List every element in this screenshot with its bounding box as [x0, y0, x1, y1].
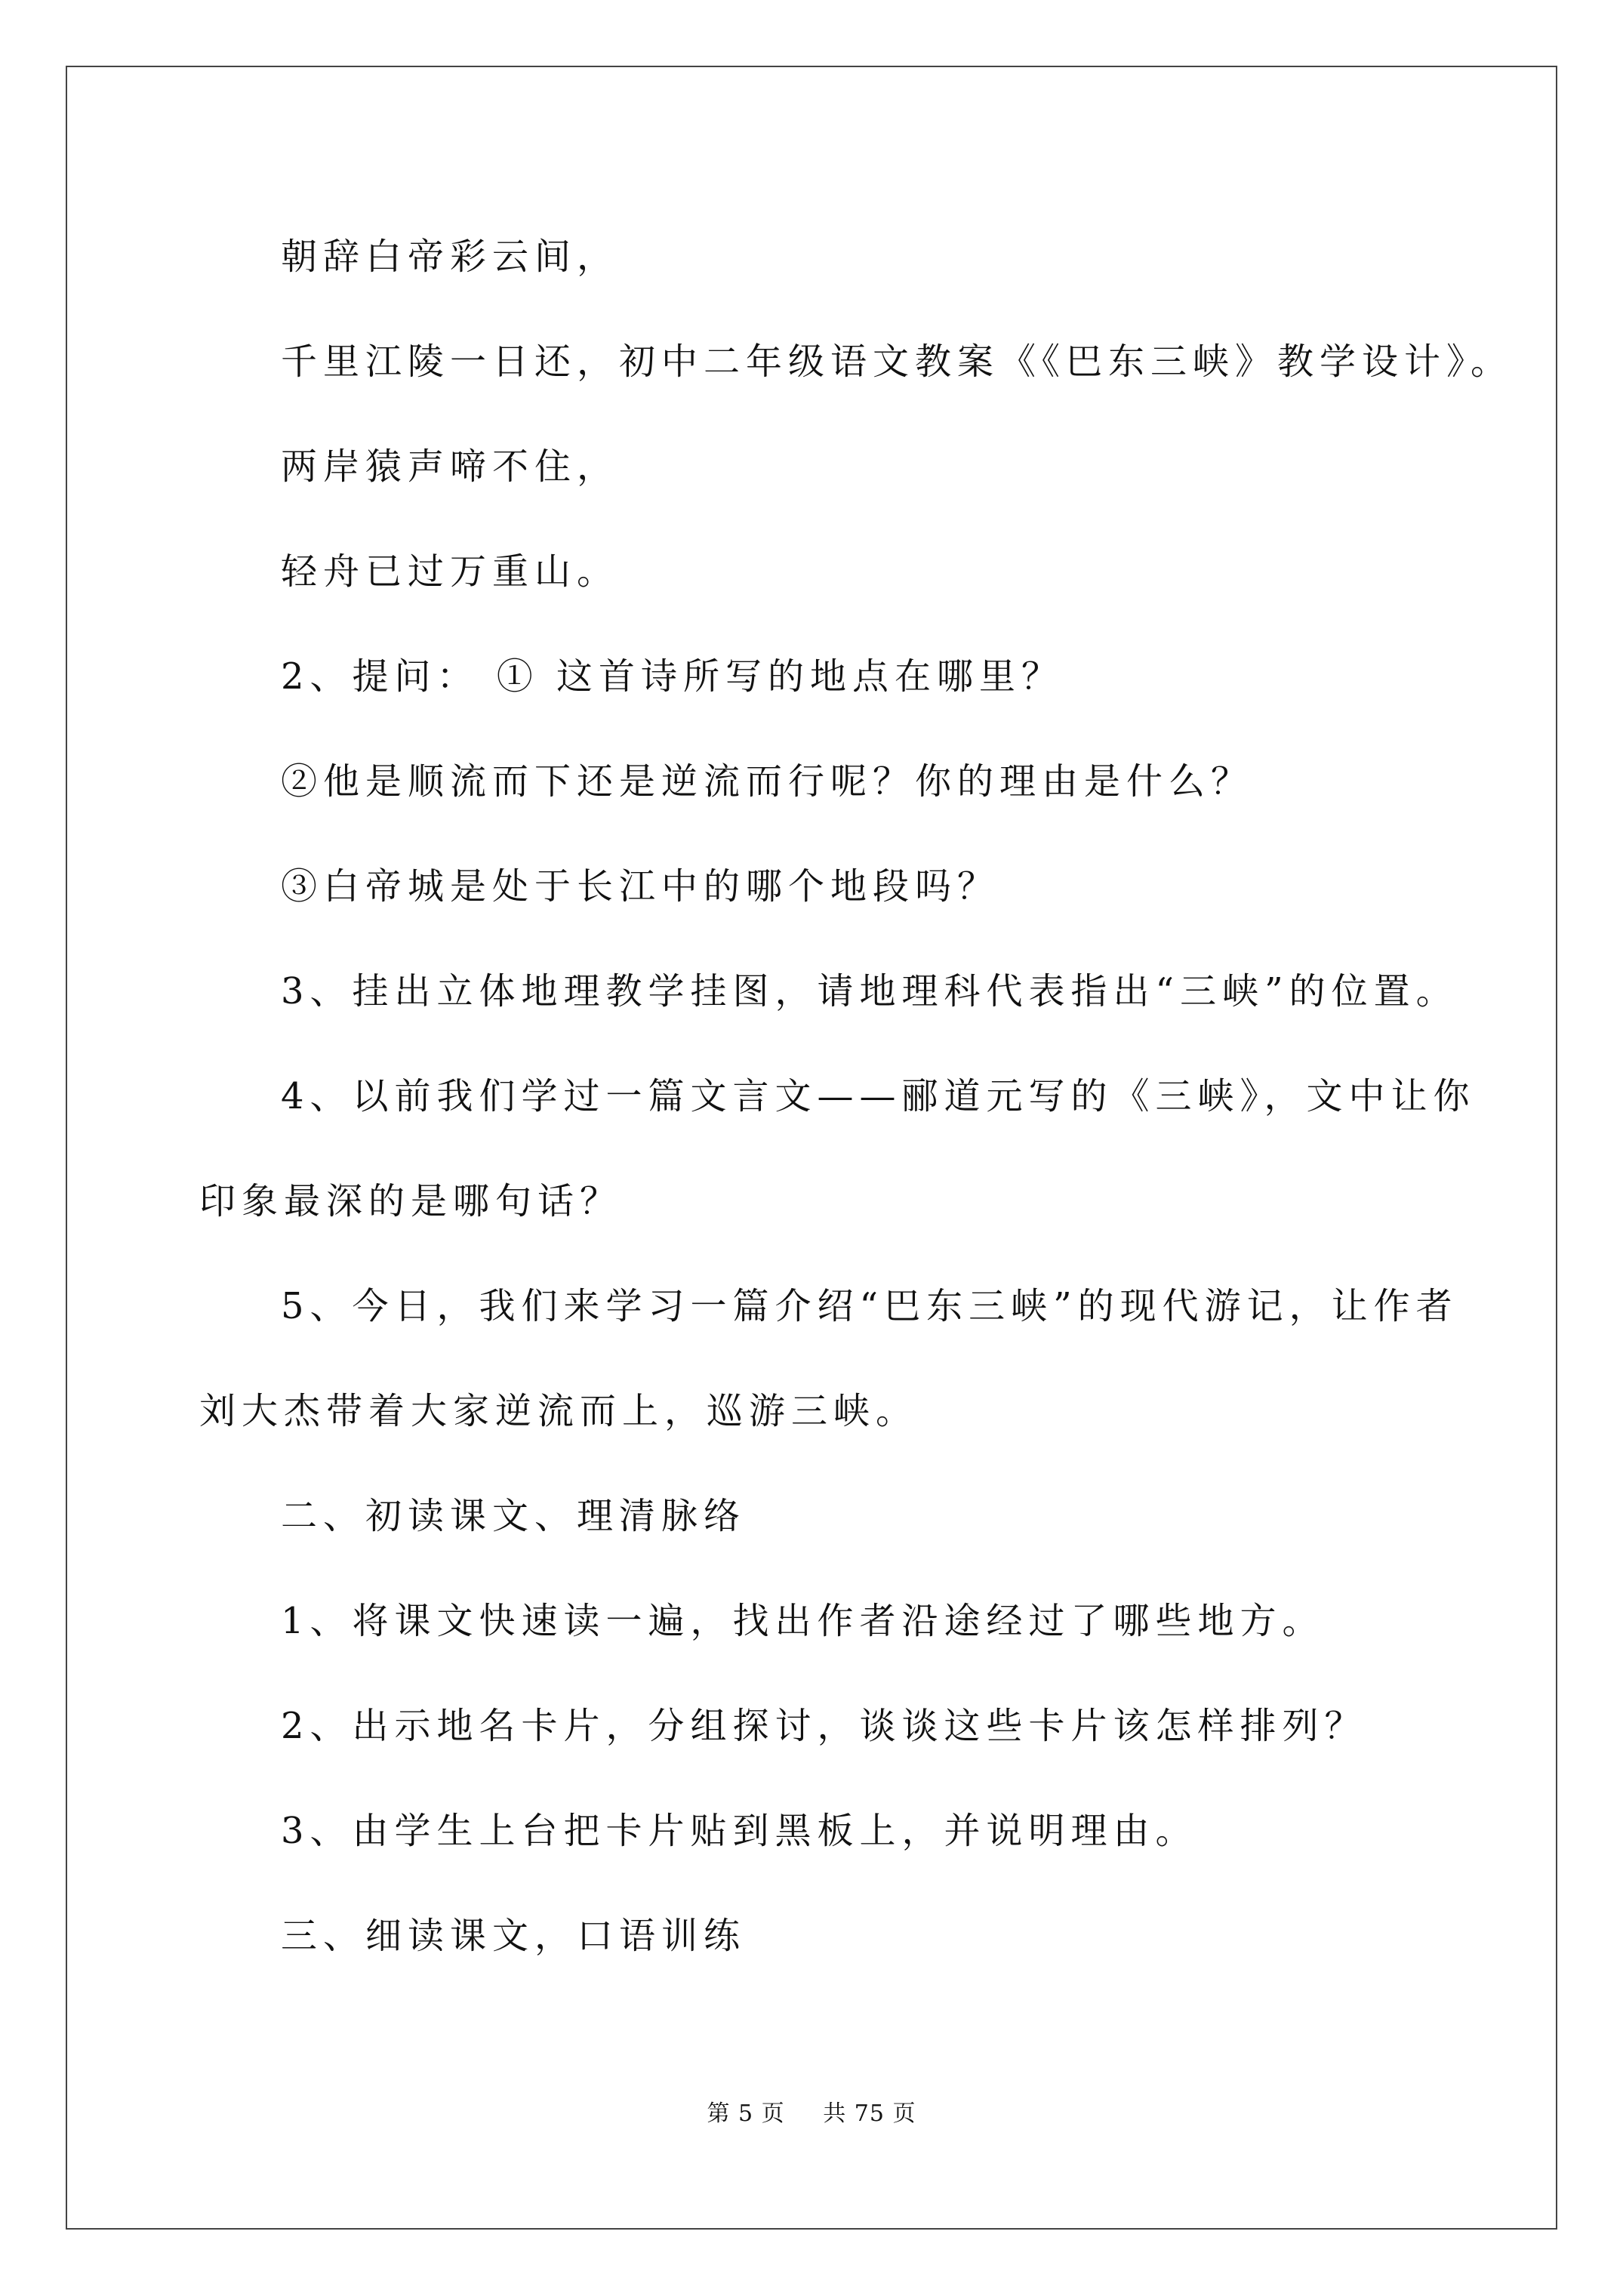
text-line: 刘大杰带着大家逆流而上，巡游三峡。: [199, 1390, 919, 1432]
page-number: 第 5 页: [707, 2100, 785, 2127]
section-heading: 三、细读课文，口语训练: [281, 1915, 747, 1957]
section-heading: 二、初读课文、理清脉络: [281, 1495, 747, 1537]
text-line: ②他是顺流而下还是逆流而行呢？你的理由是什么？: [281, 760, 1254, 803]
text-line: 4、以前我们学过一篇文言文——郦道元写的《三峡》，文中让你: [281, 1075, 1476, 1117]
text-line: 5、今日，我们来学习一篇介绍“巴东三峡”的现代游记，让作者: [281, 1285, 1458, 1327]
page-frame: [66, 66, 1557, 2230]
text-line: 1、将课文快速读一遍，找出作者沿途经过了哪些地方。: [281, 1600, 1325, 1642]
text-line: 轻舟已过万重山。: [281, 550, 620, 593]
text-line: 印象最深的是哪句话？: [199, 1180, 623, 1222]
text-line: ③白帝城是处于长江中的哪个地段吗？: [281, 865, 1000, 908]
text-line: 2、出示地名卡片，分组探讨，谈谈这些卡片该怎样排列？: [281, 1705, 1367, 1747]
text-line: 3、挂出立体地理教学挂图，请地理科代表指出“三峡”的位置。: [281, 970, 1458, 1012]
text-line: 3、由学生上台把卡片贴到黑板上，并说明理由。: [281, 1810, 1198, 1852]
page-footer: [0, 2099, 1623, 2129]
text-line: 朝辞白帝彩云间，: [281, 236, 620, 278]
text-line: 千里江陵一日还，初中二年级语文教案《《巴东三峡》教学设计》。: [281, 341, 1514, 383]
text-line: 两岸猿声啼不住，: [281, 445, 620, 488]
page-total: 共 75 页: [823, 2100, 916, 2127]
text-line: 2、提问： ① 这首诗所写的地点在哪里？: [281, 655, 1064, 698]
